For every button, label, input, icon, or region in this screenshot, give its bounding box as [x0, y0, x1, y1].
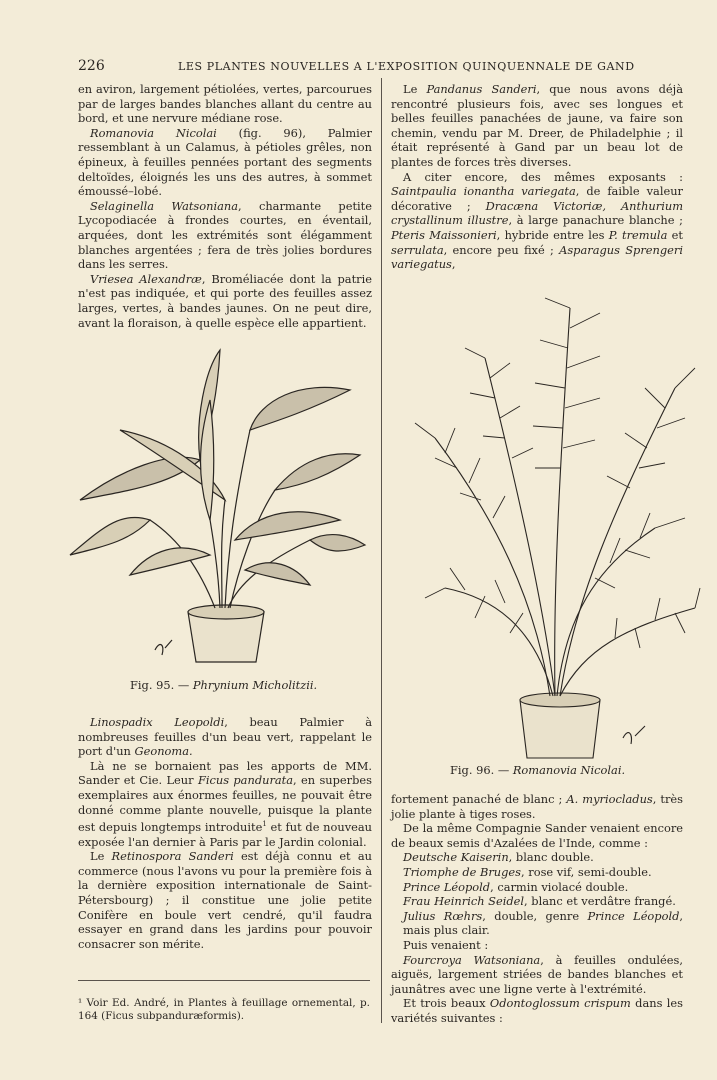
- left-column-text: [78, 82, 372, 330]
- running-title: LES PLANTES NOUVELLES A L'EXPOSITION QUINQUENNALE DE GAND: [178, 60, 635, 73]
- paragraph: Puis venaient :: [403, 937, 489, 952]
- species-name: A. myriocladus: [566, 792, 653, 806]
- paragraph: De la même Compagnie Sander venaient encore de beaux semis d'Azalées de l'Inde, comme :: [391, 821, 683, 850]
- species-name: Vriesea Alexandræ: [90, 271, 202, 286]
- romanovia-illustration: [395, 268, 710, 760]
- phrynium-illustration: [60, 340, 370, 678]
- species-name: Romanovia Nicolai: [90, 125, 217, 140]
- paragraph: Fourcroya Watsoniana, à feuilles ondulées, aiguës, largement striées de bandes blanches et jaunâtres avec une ligne verte à l'extrémité.: [391, 952, 683, 996]
- list-item: Julius Rœhrs, double, genre Prince Léopold, mais plus clair.: [403, 908, 684, 938]
- paragraph: fortement panaché de blanc ; A. myriocladus, très jolie plante à tiges roses.: [391, 792, 684, 821]
- column-divider: [381, 78, 382, 1023]
- paragraph: Vriesea Alexandræ, Broméliacée dont la patrie n'est pas indiquée, et qui porte des feuilles assez larges, vertes, à bandes jaunes. On ne peut dire, avant la floraison, à quelle espèce elle appartient.: [78, 271, 372, 330]
- figure-caption: [130, 678, 317, 692]
- paragraph: Selaginella Watsoniana, charmante petite Lycopodiacée à frondes courtes, en éventail, arquées, dont les extrémités sont élégamment blanches argentées ; fera de très jolies bordures dans les serres.: [78, 198, 373, 272]
- figure-caption: [450, 763, 625, 777]
- left-column-text-lower: [78, 715, 372, 951]
- paragraph: Le Retinospora Sanderi est déjà connu et au commerce (nous l'avons vu pour la première fois à la dernière exposition internationale de Saint-Pétersbourg) ; il constitue une jolie petite Conifère en boule vert cendré, qu'il faudra essayer en grand dans les jardins pour pouvoir consacrer son mérite.: [78, 849, 372, 951]
- paragraph: A citer encore, des mêmes exposants : Saintpaulia ionantha variegata, de faible valeur décorative ; Dracæna Victoriæ, Anthurium crystallinum illustre, à large panachure blanche ; Pteris Maissonieri, hybride entre les P. tremula et serrulata, encore peu fixé ; Asparagus Sprengeri variegatus,: [391, 169, 684, 272]
- species-name: Odontoglossum crispum: [489, 996, 631, 1011]
- page-header: [78, 58, 683, 78]
- species-name: Selaginella Watsoniana: [90, 198, 239, 213]
- paragraph: Le Pandanus Sanderi, que nous avons déjà rencontré plusieurs fois, avec ses longues et belles feuilles panachées de jaune, va faire son chemin, vendu par M. Dreer, de Philadelphie ; il était représenté à Gand par un beau lot de plantes de forces très diverses.: [391, 82, 683, 169]
- list-item: Prince Léopold, carmin violacé double.: [403, 879, 629, 894]
- species-name: Fourcroya Watsoniana: [403, 952, 541, 967]
- footnote-ref: 1: [262, 820, 267, 829]
- paragraph: Linospadix Leopoldi, beau Palmier à nombreuses feuilles d'un beau vert, rappelant le port d'un Geonoma.: [78, 715, 372, 759]
- figure-species-name: Romanovia Nicolai.: [512, 763, 626, 777]
- footnote: ¹ Voir Ed. André, in Plantes à feuillage ornemental, p. 164 (Ficus subpanduræformis).: [78, 997, 370, 1022]
- right-column-text: [391, 82, 683, 272]
- list-item: Deutsche Kaiserin, blanc double.: [403, 850, 594, 865]
- species-name: Ficus pandurata: [197, 773, 294, 788]
- figure-species-name: Phrynium Micholitzii.: [192, 678, 318, 692]
- list-item: Triomphe de Bruges, rose vif, semi-double.: [403, 864, 652, 879]
- paragraph: Et trois beaux Odontoglossum crispum dans les variétés suivantes :: [391, 996, 683, 1025]
- footnote-rule: [78, 980, 370, 981]
- paragraph: Romanovia Nicolai (fig. 96), Palmier ressemblant à un Calamus, à pétioles grêles, non épineux, à feuilles pennées portant des segments deltoïdes, éloignés les uns des autres, à sommet émoussé–lobé.: [78, 125, 372, 199]
- list-item: Frau Heinrich Seidel, blanc et verdâtre frangé.: [403, 894, 676, 909]
- right-column-text-lower: [391, 792, 683, 1026]
- species-name: Retinospora Sanderi: [111, 849, 234, 864]
- figure-number: Fig. 96. —: [450, 763, 510, 777]
- paragraph: Là ne se bornaient pas les apports de MM. Sander et Cie. Leur Ficus pandurata, en superbes exemplaires aux énormes feuilles, ne pouvait être donné comme plante nouvelle, puisque la plante est depuis longtemps introduite$^1$ et fut de nouveau exposée l'an dernier à Paris par le Jardin colonial.: [78, 758, 373, 849]
- species-name: Linospadix Leopoldi: [90, 715, 225, 729]
- species-name: Pandanus Sanderi: [426, 82, 537, 96]
- paragraph: en aviron, largement pétiolées, vertes, parcourues par de larges bandes blanches allant du centre au bord, et une nervure médiane rose.: [78, 82, 372, 126]
- figure-number: Fig. 95. —: [130, 678, 190, 692]
- page-number: 226: [78, 58, 105, 74]
